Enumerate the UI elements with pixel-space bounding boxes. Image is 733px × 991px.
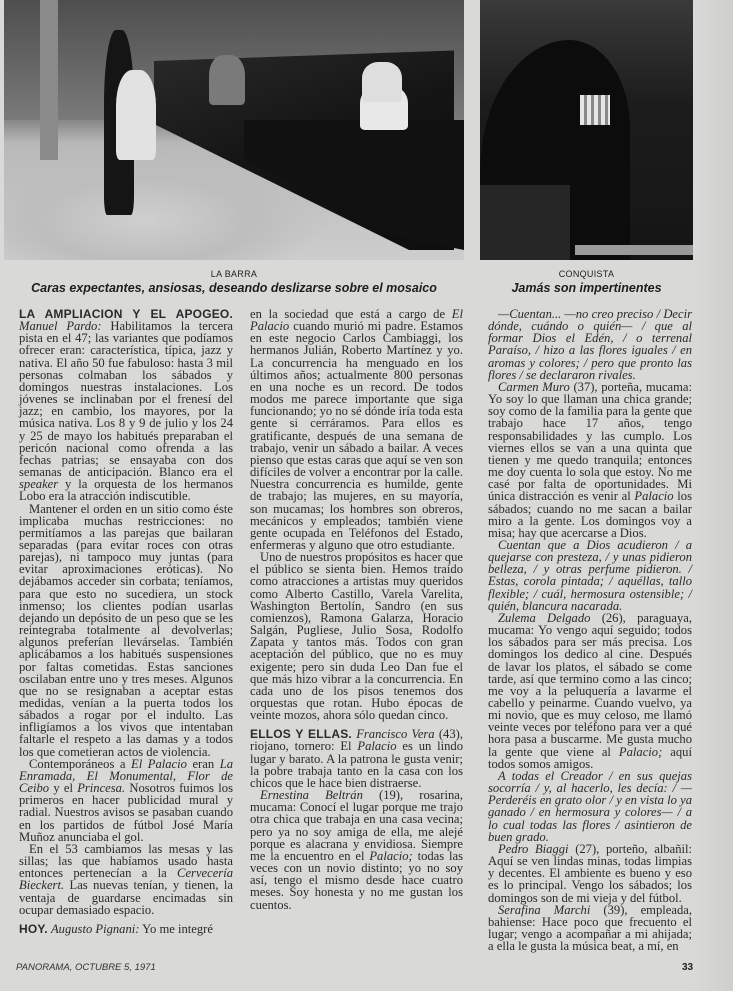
photo-conquista [480,0,693,260]
paragraph-text: Yo me integré [139,921,213,936]
paragraph-text: (39), empleada, bahiense: Hace poco que frecuento el lugar; vengo a acompañar a mi ahijada; a ella le gusta la música beat, a mí, en [488,902,692,954]
photo-caption-right [480,268,693,296]
section-heading: LA AMPLIACION Y EL APOGEO. [19,307,233,321]
verse-stanza: —Cuentan... —no creo preciso / Decir dónde, cuándo o quién— / que al formar Dios el Edén, / o terrenal Paraíso, / hizo a las flores iguales / en aromas y colores; / pero que pronto las flores / se declararon rivales. [488,307,692,382]
paragraph [488,381,692,539]
speaker-name: Pedro Biaggi [498,841,569,856]
caption-text: Caras expectantes, ansiosas, deseando deslizarse sobre el mosaico [31,281,437,295]
paragraph-text-italic: Palacio [357,739,397,754]
paragraph-text: y el [49,781,78,796]
photo-table-edge [575,245,693,255]
section-heading: ELLOS Y ELLAS. [250,727,352,742]
paragraph [19,758,233,843]
paragraph-text-italic: speaker [19,477,59,492]
paragraph [19,308,233,503]
article-column-3 [488,308,692,952]
paragraph [250,308,463,551]
photo-chair [480,185,570,260]
paragraph-text: En el 53 cambiamos las mesas y las sillas; las que habíamos usado hasta entonces pertenecían a la [19,841,233,881]
page-number: 33 [682,962,694,973]
paragraph-text-italic: Palacio; [618,744,663,759]
paragraph-text: (27), porteño, albañil: Aquí se ven lindas minas, todas limpias y decentes. El ambiente es bueno y eso es lo principal. Vengo los sábados; los domingos son de mi vieja y del fútbol. [488,841,692,905]
article-column-1 [19,308,233,935]
paragraph [488,904,692,953]
paragraph-text: (43), riojano, tornero: El [250,727,463,754]
speaker-name: Ernestina Beltrán [260,788,363,803]
paragraph-text: todas las veces con un novio distinto; yo no soy así, tengo el mismo desde hace cuatro meses. Soy honesta y no me gustan los cuentos. [250,848,464,912]
section-heading: HOY. [19,921,48,936]
verse-stanza: Cuentan que a Dios acudieron / a quejarse con presteza, / y unas pidieron belleza, / y otras perfume pidieron. / Estas, corola pintada; / aquéllas, tallo flexible; / cuál, hermosura ostensible; / quién, blancura nacarada. [488,537,692,613]
paragraph-text: cuando murió mi padre. Estamos en este negocio Carlos Cambiaggi, los hermanos Julián, Roberto Martínez y yo. La concurrencia ha menguado en los últimos años; actualmente 800 personas en una noche es un record. De todos modos me parece importante que siga funcionando; yo no sé dónde iría toda esta gente si cerráramos. Para ellos es gratificante, después de una semana de trabajo, venir un sábado a bailar. A veces pienso que estas caras que aquí se ven son difíciles de volver a encontrar por la calle. Nuestra concurrencia es humilde, gente de trabajo; las mujeres, en su mayoría, son mucamas; los hombres son obreros, mecánicos y empleados; también viene gente ocupada en Teléfonos del Estado, enfermeras y alguno que otro estudiante. [250,319,463,552]
paragraph-text-italic: La Enramada, El Monumental, Flor de Ceibo [19,756,233,796]
photo-dancer-woman [116,70,156,160]
photo-man-sweater [209,55,245,105]
paragraph-text: es un lindo lugar y barato. A la patrona le gusta venir; la pobre trabaja tanto en la casa con los chicos que le hace bien distraerse. [250,739,464,790]
paragraph-text-italic: El Palacio [250,307,463,334]
publication-footer: PANORAMA, OCTUBRE 5, 1971 [16,962,156,973]
paragraph-text: los sábados; cuando no me sacan a bailar miro a la gente. Los domingos voy a misa; hay que acercarse a Dios. [488,489,692,540]
paragraph-text: y la orquesta de los hermanos Lobo era la atracción indiscutible. [19,477,233,504]
photo-la-barra [4,0,464,260]
speaker-name: Augusto Pignani: [50,921,140,936]
photo-bottles [580,95,610,125]
speaker-name: Francisco Vera [356,727,435,742]
paragraph: Mantener el orden en un sitio como éste implicaba muchas restricciones: no permitíamos a las parejas que bailaran separadas (para evitar roces con otras parejas), ni tampoco muy juntas (para evitar aproximaciones eróticas). No dejábamos acceder sin corbata; teníamos, para que esto no sucediera, un stock inmenso; los clientes podían usarlas dejando un depósito de un peso que se les reintegraba totalmente al devolverlas; algunos preferían llevárselas. También aplicábamos a los habitués suspensiones por faltas cometidas. Estas sanciones oscilaban entre uno y tres meses. Algunos que no se resignaban a aceptar estas medidas, venían a la puerta todos los sábados a rogar por el indulto. Las infligíamos a los vivos que intentaban faltarle el respeto a las damas y a todos los que cometieran actos de violencia. [19,501,233,759]
paragraph-text: (37), porteña, mucama: Yo soy lo que llaman una chica grande; soy como de la familia para la gente que trabajo hace 17 años, tengo responsabilidades y las cumplo. Los viernes ellos se van a una quinta que tienen y me quedo tranquila; entonces me doy cuenta lo sola que estoy. No me casé por falta de oportunidades. Mi única distracción es venir al [488,379,692,504]
paragraph-text: Nosotros fuimos los primeros en hacer publicidad mural y radial. Nuestros avisos se pasaban cuando en los partidos de fútbol José María Muñoz anunciaba el gol. [19,781,233,844]
paragraph-text: (19), rosarina, mucama: Conocí el lugar porque me trajo otra chica que trabaja en una casa vecina; pero ya no soy amiga de ella, me alejé porque es alacrana y envidiosa. Siempre me la encuentro en el [250,788,463,863]
caption-kicker: LA BARRA [210,269,258,279]
caption-kicker: CONQUISTA [558,269,615,279]
paragraph: Uno de nuestros propósitos es hacer que el público se sienta bien. Hemos traído como atracciones a artistas muy queridos como Alberto Castillo, Varela Varelita, Washington Bertolín, Sandro (en sus comienzos), Ramona Galarza, Horacio Salgán, Pugliese, Julio Sosa, Rodolfo Zapata y tantos más. Todos con gran aceptación del público, que no es muy exigente; pero sin duda Leo Dan fue el que más hizo vibrar a la concurrencia. En cada uno de los pisos tenemos dos orquestas que rotan. Hubo épocas de veinte mozos, ahora sólo quedan cinco. [250,550,463,723]
paragraph-text: aquí todos somos amigos. [488,744,692,771]
paragraph-text: en la sociedad que está a cargo de [250,307,452,321]
paragraph [488,843,692,904]
paragraph-text: Las nuevas tenían, y tienen, la ventaja de guardarse encimadas sin ocupar demasiado espacio. [19,878,233,917]
paragraph-text-italic: Cervecería Bieckert. [19,866,233,893]
paragraph-text-italic: Palacio [634,489,674,504]
speaker-name: Manuel Pardo: [19,319,102,334]
photo-pillar [40,0,58,160]
paragraph [19,923,233,935]
speaker-name: Serafina Marchi [498,902,591,917]
speaker-name: Zulema Delgado [498,610,591,625]
speaker-name: Carmen Muro [498,379,570,394]
article-column-2 [250,308,463,911]
paragraph-text-italic: Palacio; [369,848,413,863]
photo-bench [244,120,464,250]
paragraph [250,789,463,911]
paragraph [488,612,692,770]
photo-caption-left [4,268,464,296]
verse-stanza: A todas el Creador / en sus quejas socorría / y, al hacerlo, les decía: / —Perderéis en grato olor / y en vista lo ya ganado / en hermosura y colores— / a lo cual todas las flores / asintieron de buen grado. [488,768,692,844]
paragraph [250,728,463,789]
paragraph-text: eran [186,756,220,771]
photo-woman-white-sweater [362,62,402,102]
paragraph-text-italic: El Palacio [131,756,187,771]
paragraph-text-italic: Princesa. [77,781,126,796]
page-edge-shadow [693,0,733,991]
caption-text: Jamás son impertinentes [511,281,662,295]
paragraph-text: Contemporáneos a [29,756,132,771]
paragraph-text: (26), paraguaya, mucama: Yo vengo aquí seguido; todos los sábados para ser más precisa. Los domingos los dedico al cine. Después de lavar los platos, el sábado se come tarde, así que termino como a las cinco; me voy a la peluquería a lavarme el cabello y peinarme. Cuando vuelvo, ya mi novio, que es muy celoso, me llamó veinte veces por teléfono para ver a qué hora pasa a buscarme. Me gusta mucho la gente que viene al [488,610,692,759]
paragraph-text: Habilitamos la tercera pista en el 47; las variantes que podíamos ofrecer eran: característica, típica, jazz y nativa. El año 50 fue fabuloso: hasta 3 mil personas colmaban los sábados y domingos nuestras instalaciones. Los jóvenes se inclinaban por el frenesí del jazz; en cambio, los mayores, por la música nativa. Los 8 y 9 de julio y los 24 y 25 de mayo los habitués preparaban el pericón nacional como ofrenda a las fechas patrias; se ensayaba con dos semanas de anticipación. Blanco era el [19,319,233,480]
paragraph [19,843,233,916]
